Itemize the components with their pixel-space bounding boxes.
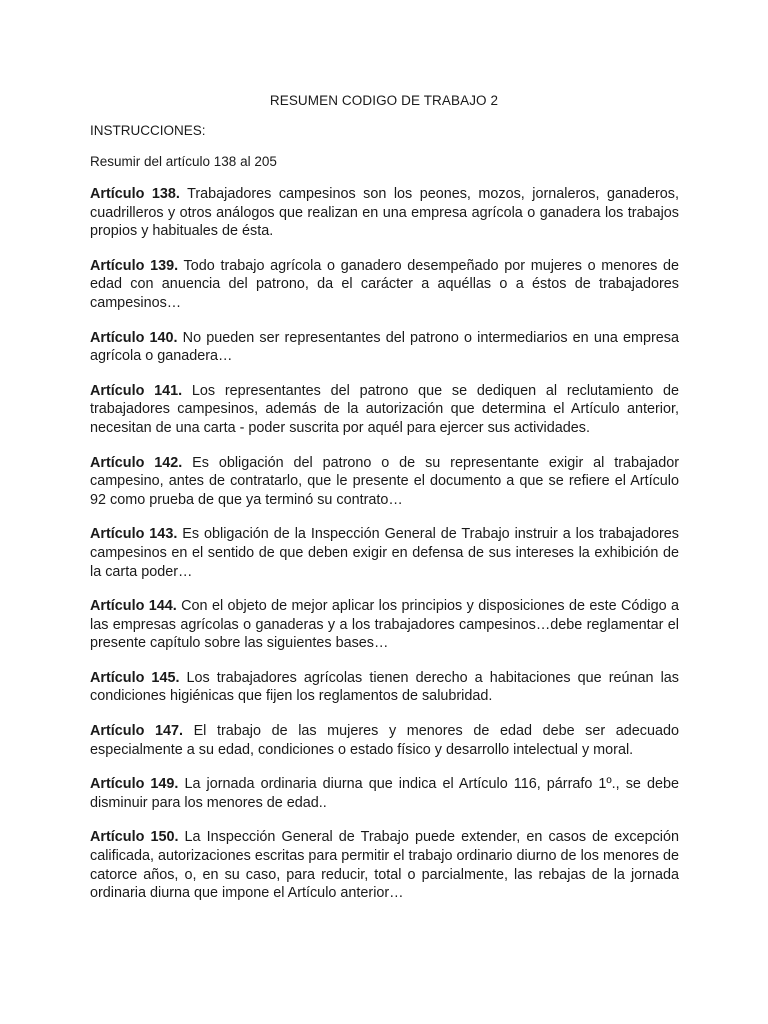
article-149 bbox=[90, 775, 679, 812]
article-text: Es obligación de la Inspección General de Trabajo instruir a los trabajadores campesinos en el sentido de que deben exigir en defensa de sus intereses la exhibición de la carta poder… bbox=[90, 526, 679, 580]
articles-list bbox=[90, 185, 679, 919]
article-label: Artículo 145. bbox=[90, 669, 180, 686]
article-text: Los representantes del patrono que se dediquen al reclutamiento de trabajadores campesinos, además de la autorización que determina el Artículo anterior, necesitan de una carta - poder suscrita por aquél para ejercer sus actividades. bbox=[90, 382, 679, 436]
article-label: Artículo 139. bbox=[90, 257, 179, 274]
article-text: La jornada ordinaria diurna que indica el Artículo 116, párrafo 1º., se debe disminuir para los menores de edad.. bbox=[90, 776, 680, 811]
article-label: Artículo 150. bbox=[90, 829, 179, 846]
article-label: Artículo 143. bbox=[90, 526, 178, 543]
article-label: Artículo 142. bbox=[90, 454, 183, 471]
article-label: Artículo 149. bbox=[90, 776, 179, 793]
article-text: No pueden ser representantes del patrono o intermediarios en una empresa agrícola o ganadera… bbox=[90, 329, 679, 365]
article-141 bbox=[90, 382, 679, 438]
article-text: Trabajadores campesinos son los peones, mozos, jornaleros, ganaderos, cuadrilleros y otros análogos que realizan en una empresa agrícola o ganadera los trabajos propios y habituales de ésta. bbox=[90, 186, 679, 240]
instructions-heading: INSTRUCCIONES: bbox=[90, 123, 206, 138]
article-label: Artículo 141. bbox=[90, 382, 183, 399]
article-143 bbox=[90, 525, 679, 581]
article-142 bbox=[90, 454, 679, 510]
article-140 bbox=[90, 329, 679, 366]
article-text: El trabajo de las mujeres y menores de edad debe ser adecuado especialmente a su edad, condiciones o estado físico y desarrollo intelectual y moral. bbox=[90, 723, 679, 758]
article-label: Artículo 147. bbox=[90, 723, 183, 740]
article-text: Es obligación del patrono o de su representante exigir al trabajador campesino, antes de contratarlo, que le presente el documento a que se refiere el Artículo 92 como prueba de que ya terminó su contrato… bbox=[90, 454, 679, 508]
article-150 bbox=[90, 828, 679, 902]
article-139 bbox=[90, 257, 679, 313]
article-label: Artículo 138. bbox=[90, 186, 180, 202]
article-138 bbox=[90, 185, 679, 241]
instructions-text: Resumir del artículo 138 al 205 bbox=[90, 154, 277, 169]
article-text: Todo trabajo agrícola o ganadero desempeñado por mujeres o menores de edad con anuencia del patrono, da el carácter a aquéllas o a éstos de trabajadores campesinos… bbox=[90, 257, 680, 311]
article-text: La Inspección General de Trabajo puede extender, en casos de excepción calificada, autorizaciones escritas para permitir el trabajo ordinario diurno de los menores de catorce años, o, en su caso, para reducir, total o parcialmente, las rebajas de la jornada ordinaria diurna que impone el Artículo anterior… bbox=[90, 829, 680, 902]
article-text: Con el objeto de mejor aplicar los principios y disposiciones de este Código a las empresas agrícolas o ganaderas y a los trabajadores campesinos…debe reglamentar el presente capítulo sobre las siguientes bases… bbox=[90, 598, 679, 652]
article-label: Artículo 144. bbox=[90, 598, 177, 615]
article-144 bbox=[90, 597, 679, 653]
article-text: Los trabajadores agrícolas tienen derecho a habitaciones que reúnan las condiciones higiénicas que fijen los reglamentos de salubridad. bbox=[90, 669, 679, 705]
article-label: Artículo 140. bbox=[90, 329, 178, 346]
document-title: RESUMEN CODIGO DE TRABAJO 2 bbox=[269, 93, 499, 108]
article-145 bbox=[90, 669, 679, 706]
article-147 bbox=[90, 722, 679, 759]
